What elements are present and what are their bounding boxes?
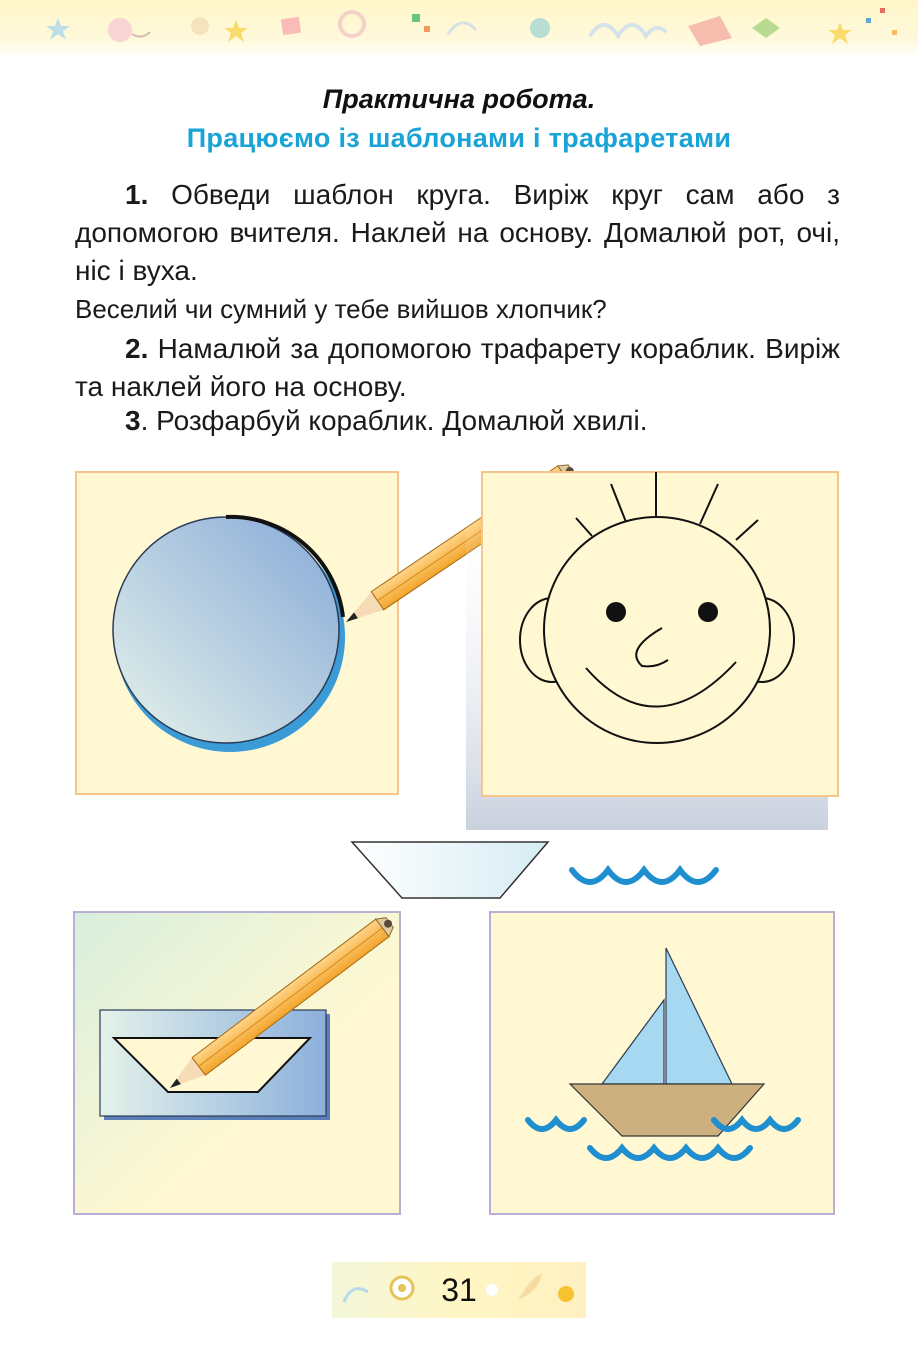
sailboat-panel <box>488 908 838 1218</box>
hull-stencil-shape <box>350 840 552 902</box>
task-text: Обведи шаблон круга. Виріж круг сам або з допомогою вчителя. Наклей на основу. Домалюй рот, очі, ніс і вуха. <box>75 179 840 286</box>
page-number: 31 <box>441 1272 477 1308</box>
left-eye <box>606 602 626 622</box>
star-icon <box>828 22 852 44</box>
bow-icon <box>752 18 780 38</box>
banner-ornaments <box>0 0 918 58</box>
page-title: Практична робота. <box>322 84 596 114</box>
task-number: 3 <box>125 405 141 436</box>
swirl-icon <box>448 23 476 34</box>
task-text: Веселий чи сумний у тебе вийшов хлопчик? <box>75 294 607 324</box>
task-text: Намалюй за допомогою трафарету кораблик. Виріж та наклей його на основу. <box>75 333 840 402</box>
boy-face-panel <box>466 470 844 832</box>
circle-template <box>113 517 339 743</box>
task-number: 1. <box>125 179 149 210</box>
flower-icon <box>191 17 209 35</box>
top-decorative-banner <box>0 0 918 58</box>
task-number: 2. <box>125 333 149 364</box>
flower-icon <box>530 18 550 38</box>
balloon-icon <box>108 18 132 42</box>
flag-icon <box>281 17 301 35</box>
waves-icon <box>566 852 730 892</box>
swirl-icon <box>340 12 364 36</box>
right-eye <box>698 602 718 622</box>
stencil-panel <box>72 908 408 1218</box>
task-text: . Розфарбуй кораблик. Домалюй хвилі. <box>140 405 648 436</box>
task-question <box>75 290 840 328</box>
task-2 <box>75 330 840 406</box>
task-1 <box>75 176 840 290</box>
star-icon <box>224 20 248 42</box>
task-3 <box>75 402 840 440</box>
ribbon-icon <box>590 25 666 36</box>
star-icon <box>46 18 70 40</box>
page-subtitle: Працюємо із шаблонами і трафаретами <box>186 123 732 153</box>
paper-icon <box>688 16 732 46</box>
